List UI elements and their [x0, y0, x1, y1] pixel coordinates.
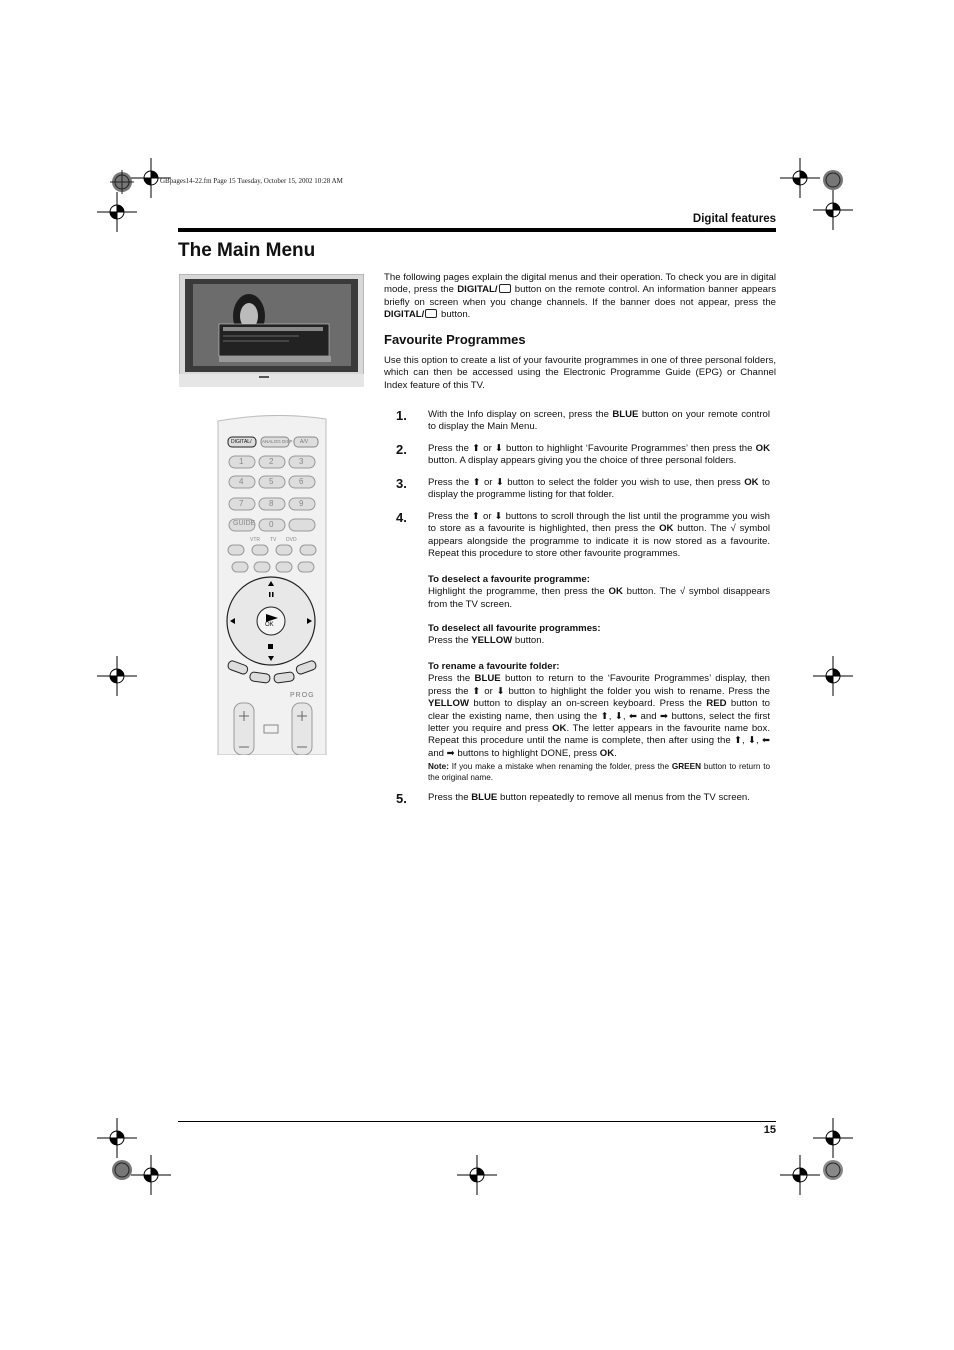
tv-screen-icon — [499, 284, 511, 293]
step-text: . The letter appears in the favourite name box. Repeat this procedure until the name is complete, then after using the ⬆, ⬇, ⬅ and ➡ buttons to highlight DONE, press — [428, 723, 770, 759]
step-text: Press the — [428, 635, 469, 647]
crosshair-icon — [97, 656, 137, 696]
key-ref: OK — [608, 586, 623, 598]
key-2: 2 — [269, 457, 274, 466]
step-text: Press the — [428, 673, 471, 685]
intro-text: The following pages explain the digital menus and their operation. To check you are in digital mode, press the — [384, 272, 776, 296]
step-number: 5. — [396, 791, 407, 806]
guide-key-label: GUIDE — [233, 520, 256, 527]
section-header: Digital features — [692, 213, 776, 225]
step-number: 3. — [396, 476, 407, 491]
key-ref: OK — [552, 723, 567, 735]
step-text: With the Info display on screen, press the — [428, 409, 609, 420]
crosshair-icon — [813, 190, 853, 230]
step-text: button repeatedly to remove all menus from the TV screen. — [500, 792, 750, 803]
step-3 — [428, 477, 770, 502]
key-ref: OK — [659, 523, 674, 535]
key-3: 3 — [299, 457, 304, 466]
digital-button-ref: DIGITAL/ — [384, 309, 425, 321]
key-5: 5 — [269, 477, 274, 486]
step-number: 1. — [396, 408, 407, 423]
tv-screen-icon — [425, 309, 437, 318]
prog-label: PROG — [290, 692, 315, 699]
header-rule — [178, 228, 776, 232]
key-ref: YELLOW — [471, 635, 513, 647]
step-text: button. A display appears giving you the choice of three personal folders. — [428, 455, 737, 467]
step-number: 4. — [396, 510, 407, 525]
key-ref: BLUE — [612, 409, 639, 420]
note-text: button to return to the original name. — [428, 762, 771, 783]
tv-illustration — [179, 274, 364, 387]
intro-text: button on the remote control. An information banner appears briefly on screen when you change channels. If the banner does not appear, press the — [384, 284, 776, 308]
rename-block — [428, 661, 770, 783]
step-text: button. — [514, 635, 545, 647]
key-0: 0 — [269, 520, 274, 529]
step-text: Press the — [428, 792, 469, 803]
page-title: The Main Menu — [178, 240, 316, 261]
key-ref: OK — [599, 747, 615, 759]
key-ref: YELLOW — [428, 698, 470, 710]
ok-key-label: OK — [265, 622, 274, 628]
remote-control-illustration — [214, 415, 329, 755]
dvd-label: DVD — [286, 537, 297, 543]
fav-description: Use this option to create a list of your favourite programmes in one of three personal folders, which can then be accessed using the Electronic Programme Guide (EPG) or Channel Index feature of this TV. — [384, 355, 776, 391]
key-4: 4 — [239, 477, 244, 486]
step-text: button to display an on-screen keyboard. Press the — [473, 698, 702, 710]
registration-mark-icon — [813, 1150, 853, 1190]
key-6: 6 — [299, 477, 304, 486]
note-label: Note: — [428, 762, 449, 772]
step-text: . — [614, 747, 617, 759]
key-ref: OK — [755, 443, 770, 454]
print-slug: GBpages14-22.fm Page 15 Tuesday, October 15, 2002 10:28 AM — [160, 177, 343, 185]
crosshair-icon — [97, 192, 137, 232]
subheading: To deselect a favourite programme: — [428, 574, 590, 585]
analog-key-label: ANALOG DISP — [262, 439, 293, 444]
key-ref: GREEN — [671, 762, 701, 772]
section-heading: Favourite Programmes — [384, 332, 526, 347]
step-2 — [428, 443, 770, 468]
intro-paragraph — [384, 272, 776, 322]
step-text: button on your remote control to display the Main Menu. — [428, 409, 770, 433]
crosshair-icon — [131, 1155, 171, 1195]
note-text: If you make a mistake when renaming the folder, press the — [451, 762, 670, 772]
key-1: 1 — [239, 457, 244, 466]
key-ref: BLUE — [471, 792, 498, 803]
step-text: button to return to the ‘Favourite Programmes’ display, then press the ⬆ or ⬇ button to highlight the folder you wish to rename. Press the — [428, 673, 771, 697]
step-text: Press the ⬆ or ⬇ button to select the folder you wish to use, then press — [428, 477, 741, 488]
crosshair-icon — [813, 656, 853, 696]
note — [428, 761, 770, 783]
page-number: 15 — [763, 1124, 776, 1136]
key-7: 7 — [239, 499, 244, 508]
step-text: Press the ⬆ or ⬇ buttons to scroll through the list until the programme you wish to store as a favourite is highlighted, then press the — [428, 511, 770, 535]
step-text: button to clear the existing name, then using the ⬆, ⬇, ⬅ and ➡ buttons, select the first letter you require and press — [428, 698, 770, 735]
av-key-label: A/V — [300, 439, 309, 445]
key-8: 8 — [269, 499, 274, 508]
key-ref: OK — [744, 477, 759, 488]
step-4 — [428, 511, 770, 561]
footer-rule — [178, 1121, 776, 1122]
key-ref: RED — [706, 698, 727, 710]
step-5 — [428, 792, 770, 804]
subheading: To rename a favourite folder: — [428, 661, 560, 672]
step-text: button. The √ symbol disappears from the TV screen. — [428, 586, 771, 610]
key-9: 9 — [299, 499, 304, 508]
step-number: 2. — [396, 442, 407, 457]
digital-key-label: DIGITAL/ — [231, 439, 252, 445]
intro-text: button. — [441, 309, 471, 321]
step-text: Press the ⬆ or ⬇ button to highlight ‘Favourite Programmes’ then press the — [428, 443, 753, 454]
subheading: To deselect all favourite programmes: — [428, 623, 601, 634]
crosshair-icon — [457, 1155, 497, 1195]
key-ref: BLUE — [474, 673, 501, 685]
deselect-all-block — [428, 623, 770, 648]
step-text: Highlight the programme, then press the — [428, 586, 605, 598]
step-text: to display the programme listing for that folder. — [428, 477, 770, 501]
digital-button-ref: DIGITAL/ — [457, 284, 498, 296]
step-text: button. The √ symbol appears alongside the programme to indicate it is now stored as a favourite. Repeat this procedure to store other favourite programmes. — [428, 523, 771, 560]
step-1 — [428, 409, 770, 434]
vtr-label: VTR — [250, 537, 260, 543]
tv-label: TV — [270, 537, 277, 543]
deselect-one-block — [428, 574, 770, 611]
